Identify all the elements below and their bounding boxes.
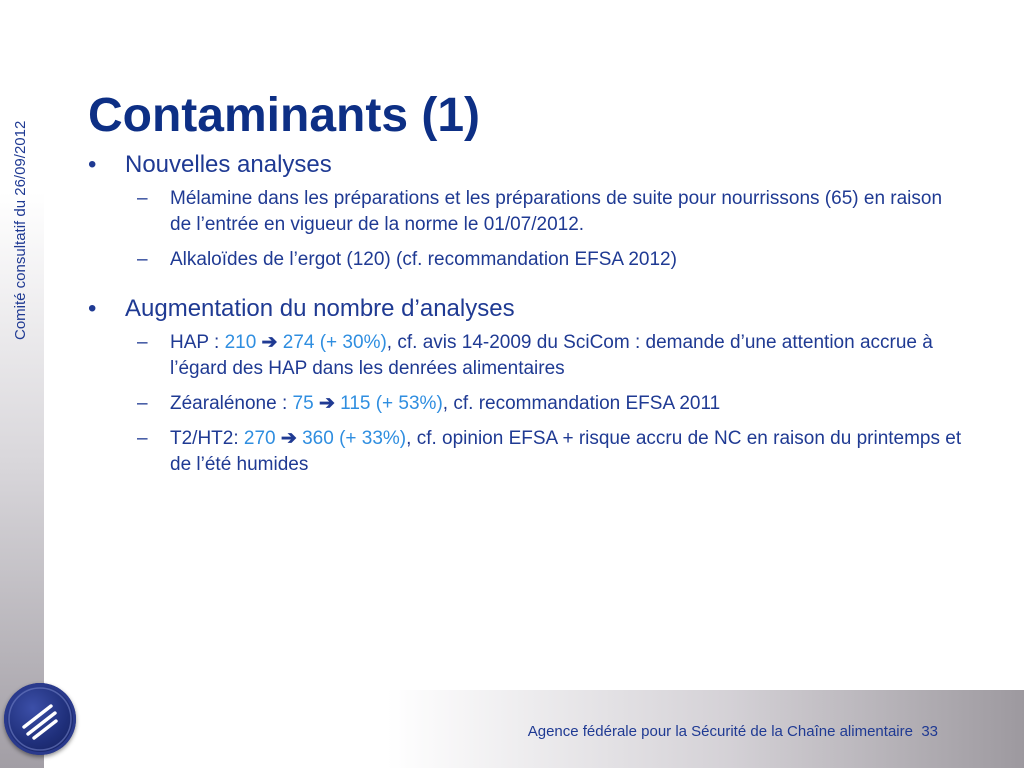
dash-marker: – <box>137 428 148 449</box>
count-from: 210 <box>224 332 257 353</box>
arrow-right-icon: ➔ <box>261 332 278 353</box>
dash-marker: – <box>137 249 148 270</box>
sub-item-text: Mélamine dans les préparations et les préparations de suite pour nourrissons (65) en raison de l’entrée en vigueur de la norme le 01/07/2012. <box>170 188 943 235</box>
dash-marker: – <box>137 332 148 353</box>
arrow-right-icon: ➔ <box>280 428 297 449</box>
count-to: 115 (+ 53%) <box>340 393 443 414</box>
count-from: 75 <box>292 393 314 414</box>
count-from: 270 <box>243 428 276 449</box>
afsca-logo-icon <box>4 683 76 755</box>
sub-item <box>88 186 968 238</box>
section-heading: Nouvelles analyses <box>125 151 332 178</box>
bullet-marker: • <box>88 295 97 322</box>
page-number: 33 <box>921 723 938 740</box>
slide-title: Contaminants (1) <box>88 89 481 142</box>
item-prefix: Zéaralénone : <box>170 393 293 414</box>
item-rest: , cf. opinion EFSA + risque accru de NC en raison du printemps et de l’été humides <box>170 428 962 475</box>
sub-item-text: Alkaloïdes de l’ergot (120) (cf. recommandation EFSA 2012) <box>170 249 677 270</box>
footer-agency-name: Agence fédérale pour la Sécurité de la Chaîne alimentaire <box>527 723 913 740</box>
bullet-marker: • <box>88 151 97 178</box>
sub-item <box>88 330 968 382</box>
sub-item <box>88 391 968 417</box>
item-prefix: HAP : <box>170 332 225 353</box>
count-to: 360 (+ 33%) <box>302 428 407 449</box>
sidebar <box>0 0 44 768</box>
item-rest: , cf. recommandation EFSA 2011 <box>442 393 721 414</box>
dash-marker: – <box>137 393 148 414</box>
sub-item <box>88 247 968 273</box>
bullet-item <box>88 150 968 180</box>
count-to: 274 (+ 30%) <box>282 332 387 353</box>
section-heading: Augmentation du nombre d’analyses <box>125 295 515 322</box>
footer <box>528 723 938 740</box>
arrow-right-icon: ➔ <box>318 393 335 414</box>
sub-item <box>88 426 968 478</box>
slide-content <box>88 150 968 487</box>
bullet-item <box>88 294 968 324</box>
item-prefix: T2/HT2: <box>170 428 244 449</box>
dash-marker: – <box>137 188 148 209</box>
item-rest: , cf. avis 14-2009 du SciCom : demande d’une attention accrue à l’égard des HAP dans les denrées alimentaires <box>170 332 933 379</box>
